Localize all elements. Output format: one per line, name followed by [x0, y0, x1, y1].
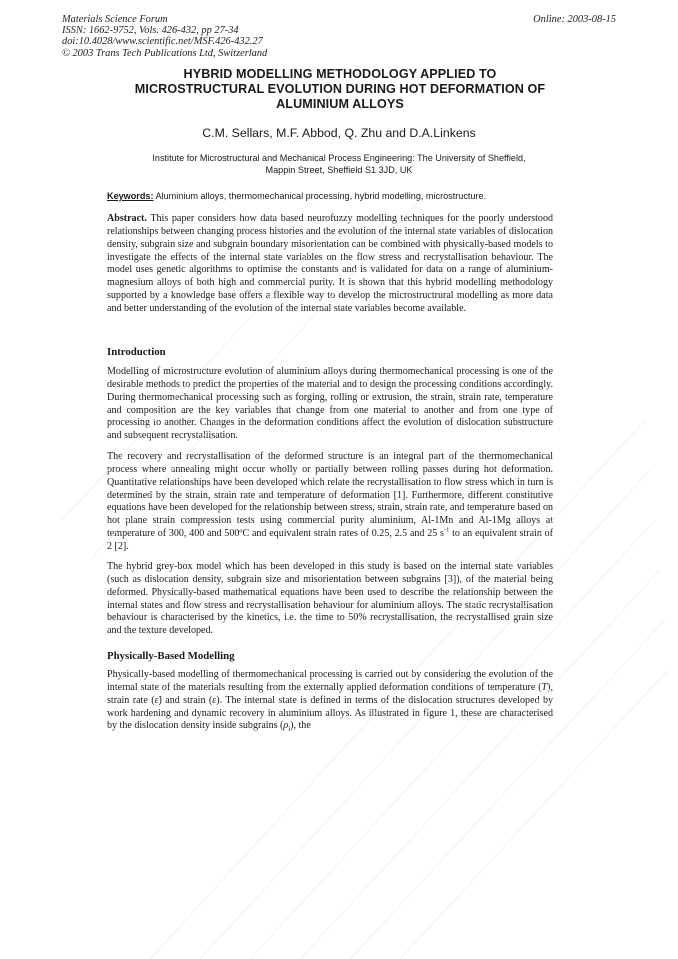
title-line-2: MICROSTRUCTURAL EVOLUTION DURING HOT DEFORMATION OF [134, 82, 546, 96]
introduction-paragraph-3: The hybrid grey-box model which has been developed in this study is based on the internal state variables (such as dislocation density, subgrain size and misorientation between subgrains [3]), of the material being deformed. Physically-based mathematical equations have been used to describe the relationship between the internal states and flow stress and recrystallisation behaviour for aluminium alloys. The static recrystallisation behaviour is characterised by the kinetics, i.e. the time to 50% recrystallisation, the recrystallised grain size and the texture developed. [107, 561, 553, 637]
symbol-rho: ρ [283, 720, 289, 732]
section-heading-physically-based: Physically-Based Modelling [107, 650, 235, 662]
symbol-rho-subscript: i [288, 725, 291, 734]
title-line-1: HYBRID MODELLING METHODOLOGY APPLIED TO [183, 67, 497, 81]
abstract [107, 213, 553, 316]
keywords-text: Aluminium alloys, thermomechanical processing, hybrid modelling, microstructure. [153, 191, 487, 201]
affiliation [100, 152, 578, 176]
symbol-strain: ε [212, 694, 217, 706]
section-heading-introduction: Introduction [107, 346, 166, 358]
paper-title [95, 67, 585, 112]
introduction-paragraph-2-tail: to an equivalent strain of 2 [2]. [107, 528, 553, 552]
online-date: Online: 2003-08-15 [533, 14, 616, 25]
author-list: C.M. Sellars, M.F. Abbod, Q. Zhu and D.A.Linkens [202, 126, 476, 140]
text-run: Physically-based modelling of thermomechanical processing is carried out by considering the evolution of the internal state of the materials resulting from the externally applied deformation conditions of temperature ( [107, 669, 553, 693]
symbol-strain-rate: ε̇ [154, 694, 159, 706]
journal-header [62, 14, 267, 59]
abstract-label: Abstract. [107, 213, 147, 224]
copyright-line: © 2003 Trans Tech Publications Ltd, Switzerland [62, 47, 268, 59]
journal-name: Materials Science Forum [62, 14, 168, 25]
strain-rate-exponent: -1 [443, 526, 450, 534]
text-run: ), strain rate ( [107, 681, 553, 706]
affiliation-line-2: Mappin Street, Sheffield S1 3JD, UK [265, 165, 413, 176]
doi-line: doi:10.4028/www.scientific.net/MSF.426-432.27 [62, 36, 263, 48]
text-run: ). The internal state is defined in terms of the dislocation structures developed by work hardening and dynamic recovery in aluminium alloys. As illustrated in figure 1, these are characterised by the dislocation density inside subgrains ( [107, 694, 553, 732]
introduction-paragraph-2-text: The recovery and recrystallisation of the deformed structure is an integral part of the thermomechanical process where annealing might occur wholly or partially between rolling passes during hot deformation. Quantitative relationships have been developed which relate the recrystallisation to flow stress which in turn is determined by the strain, strain rate and temperature of deformation [1]. Furthermore, different constitutive equations have been developed for the relationship between stress, strain, strain rate, and temperature based on hot plane strain compression tests using commercial purity aluminium, Al-1Mn and Al-1Mg alloys at temperature of 300, 400 and 500ºC and equivalent strain rates of 0.25, 2.5 and 25 s [107, 451, 553, 540]
introduction-paragraph-2 [107, 451, 553, 554]
symbol-temperature: T [541, 681, 548, 693]
title-line-3: ALUMINIUM ALLOYS [276, 97, 404, 111]
affiliation-line-1: Institute for Microstructural and Mechanical Process Engineering: The University of Sheffield, [152, 153, 526, 163]
text-run: ) and strain ( [158, 694, 213, 706]
keywords [107, 191, 567, 201]
abstract-text: This paper considers how data based neurofuzzy modelling techniques for the poorly understood relationships between changing process histories and the evolution of the internal state variables of dislocation density, subgrain size and subgrain boundary misorientation can be combined with physically-based models to investigate the effects of the internal state variables on the flow stress and recrystallisation behaviour. The model uses genetic algorithms to optimise the constants and is validated for data on a range of aluminium-magnesium alloys of both high and commercial purity. It is shown that this hybrid modelling methodology supported by a knowledge base offers a flexible way to develop the microstructrural modelling as more data and better understanding of the evolution of the internal state variables become available. [107, 213, 553, 314]
physically-based-paragraph-1 [107, 669, 553, 736]
introduction-paragraph-1: Modelling of microstructure evolution of aluminium alloys during thermomechanical processing is one of the desirable methods to predict the properties of the material and to design the processing conditions accordingly. During thermomechanical processing such as forging, rolling or extrusion, the strain, strain rate, temperature and composition are the key variables that change from one material to another and from one type of processing to another. Changes in the deformation conditions affect the evolution of dislocation substructure and subsequent recrystallisation. [107, 366, 553, 442]
text-run: ), the [290, 720, 311, 732]
keywords-label: Keywords: [107, 191, 154, 201]
issn-line: ISSN: 1662-9752, Vols. 426-432, pp 27-34 [62, 25, 239, 37]
